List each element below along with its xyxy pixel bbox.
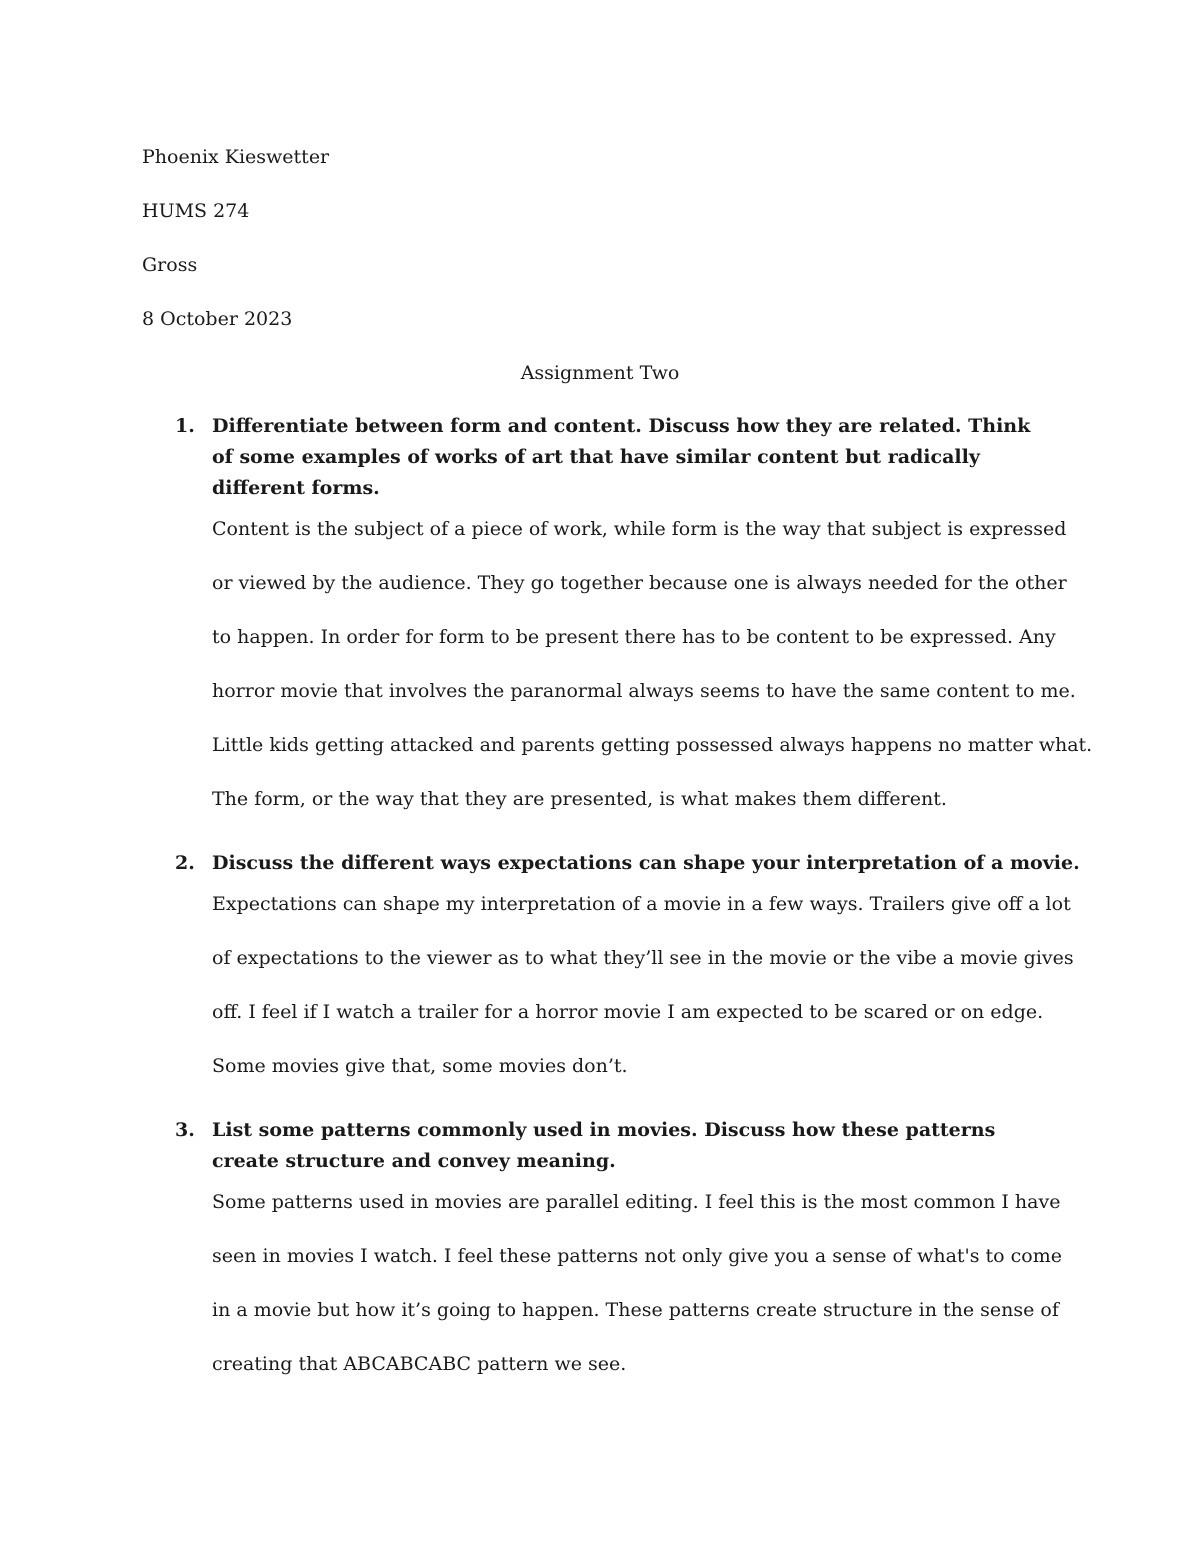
answer-1-line-5: Little kids getting attacked and parents getting possessed always happens no matter what.: [212, 734, 1093, 756]
student-name: Phoenix Kieswetter: [142, 146, 330, 168]
question-1-number: 1.: [175, 415, 195, 437]
submission-date: 8 October 2023: [142, 308, 293, 330]
answer-3-line-1: Some patterns used in movies are parallel editing. I feel this is the most common I have: [212, 1191, 1061, 1213]
course-code: HUMS 274: [142, 200, 250, 222]
answer-1-line-1: Content is the subject of a piece of work, while form is the way that subject is expressed: [212, 518, 1067, 540]
instructor-name: Gross: [142, 254, 198, 276]
answer-3-line-3: in a movie but how it’s going to happen. These patterns create structure in the sense of: [212, 1299, 1059, 1321]
answer-2-line-4: Some movies give that, some movies don’t.: [212, 1055, 628, 1077]
answer-2-line-3: off. I feel if I watch a trailer for a horror movie I am expected to be scared or on edge.: [212, 1001, 1044, 1023]
answer-1-line-3: to happen. In order for form to be present there has to be content to be expressed. Any: [212, 626, 1056, 648]
answer-3-line-4: creating that ABCABCABC pattern we see.: [212, 1353, 627, 1375]
answer-1-line-2: or viewed by the audience. They go together because one is always needed for the other: [212, 572, 1067, 594]
question-3-text: List some patterns commonly used in movies. Discuss how these patterns create structure and convey meaning.: [212, 1119, 996, 1172]
question-2-number: 2.: [175, 852, 195, 874]
question-3-number: 3.: [175, 1119, 195, 1141]
document-title: Assignment Two: [520, 362, 680, 384]
answer-2-line-2: of expectations to the viewer as to what they’ll see in the movie or the vibe a movie gives: [212, 947, 1074, 969]
question-2-text: Discuss the different ways expectations can shape your interpretation of a movie.: [212, 852, 1080, 874]
question-1-text: Differentiate between form and content. Discuss how they are related. Think of some examples of works of art that have similar content but radically different forms.: [212, 415, 1031, 499]
answer-1-line-4: horror movie that involves the paranormal always seems to have the same content to me.: [212, 680, 1076, 702]
answer-2-line-1: Expectations can shape my interpretation of a movie in a few ways. Trailers give off a lot: [212, 893, 1071, 915]
answer-1-line-6: The form, or the way that they are presented, is what makes them different.: [212, 788, 947, 810]
answer-3-line-2: seen in movies I watch. I feel these patterns not only give you a sense of what's to come: [212, 1245, 1062, 1267]
